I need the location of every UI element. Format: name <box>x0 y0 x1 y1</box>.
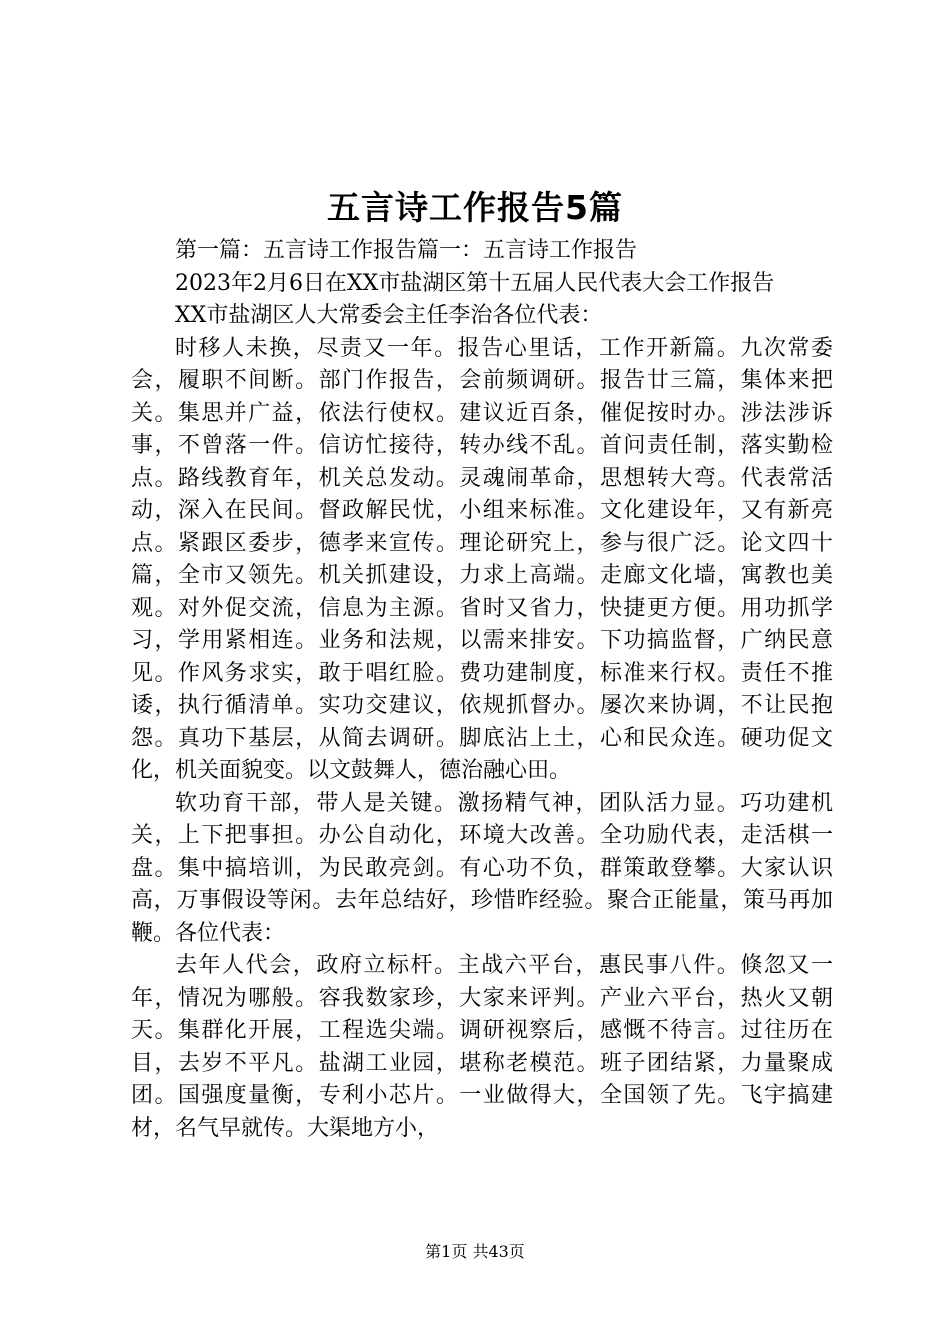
page-footer: 第1页 共43页 <box>425 1242 525 1261</box>
document-title: 五言诗工作报告5篇 <box>327 188 623 227</box>
paragraph: 时移人未换，尽责又一年。报告心里话，工作开新篇。九次常委会，履职不间断。部门作报告，会前频调研。报告廿三篇，集体来把关。集思并广益，依法行使权。建议近百条，催促按时办。涉法涉诉事，不曾落一件。信访忙接待，转办线不乱。首问责任制，落实勤检点。路线教育年，机关总发动。灵魂闹革命，思想转大弯。代表常活动，深入在民间。督政解民忧，小组来标准。文化建设年，又有新亮点。紧跟区委步，德孝来宣传。理论研究上，参与很广泛。论文四十篇，全市又领先。机关抓建设，力求上高端。走廊文化墙，寓教也美观。对外促交流，信息为主源。省时又省力，快捷更方便。用功抓学习，学用紧相连。业务和法规，以需来排安。下功搞监督，广纳民意见。作风务求实，敢于唱红脸。费功建制度，标准来行权。责任不推诿，执行循清单。实功交建议，依规抓督办。屡次来协调，不让民抱怨。真功下基层，从简去调研。脚底沾上土，心和民众连。硬功促文化，机关面貌变。以文鼓舞人，德治融心田。 <box>131 335 833 783</box>
paragraph: 去年人代会，政府立标杆。主战六平台，惠民事八件。倏忽又一年，情况为哪般。容我数家珍，大家来评判。产业六平台，热火又朝天。集群化开展，工程选尖端。调研视察后，感慨不待言。过往历在目，去岁不平凡。盐湖工业园，堪称老模范。班子团结紧，力量聚成团。国强度量衡，专利小芯片。一业做得大，全国领了先。飞宇搞建材，名气早就传。大渠地方小， <box>131 953 833 1141</box>
paragraph: 第一篇：五言诗工作报告篇一：五言诗工作报告 <box>175 238 638 263</box>
paragraph: XX市盐湖区人大常委会主任李治各位代表： <box>175 303 603 328</box>
paragraph: 软功育干部，带人是关键。激扬精气神，团队活力显。巧功建机关，上下把事担。办公自动化，环境大改善。全功励代表，走活棋一盘。集中搞培训，为民敢亮剑。有心功不负，群策敢登攀。大家认识高，万事假设等闲。去年总结好，珍惜昨经验。聚合正能量，策马再加鞭。各位代表： <box>131 790 833 946</box>
paragraph: 2023年2月6日在XX市盐湖区第十五届人民代表大会工作报告 <box>175 270 775 296</box>
document-body <box>131 235 833 1145</box>
